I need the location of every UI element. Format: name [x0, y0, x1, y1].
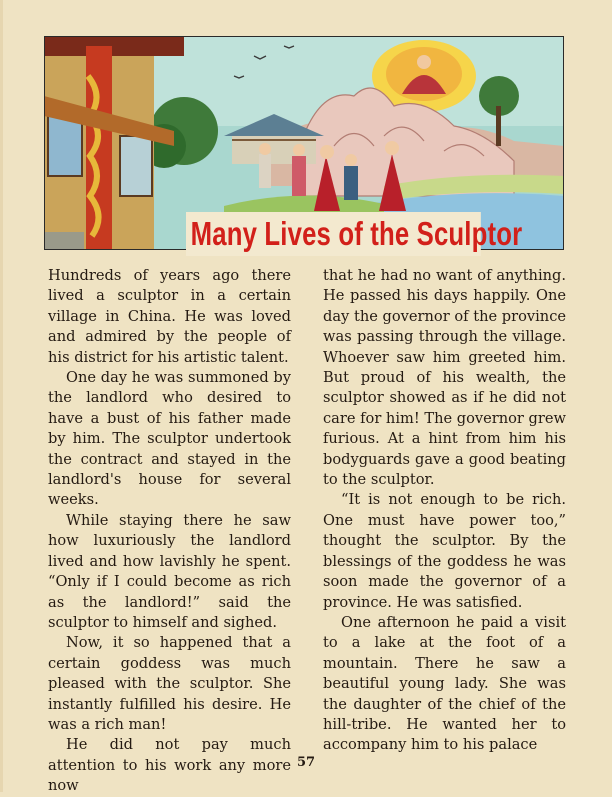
paragraph: Hundreds of years ago there lived a sculptor in a certain village in China. He was loved and admired by the people of his district for his artistic talent.: [48, 267, 291, 366]
page-number: 57: [296, 755, 316, 770]
paragraph: that he had no want of anything. He passed his days happily. One day the governor of the province was passing through the village. Whoever saw him greeted him. But proud of his wealth, the sculptor showed as if he did not care for him! The governor grew furious. At a hint from him his bodyguards gave a good beating to the sculptor.: [323, 267, 566, 489]
paragraph: While staying there he saw how luxuriously the landlord lived and how lavishly he spent. “Only if I could become as rich as the landlord!” said the sculptor to himself and sighed.: [48, 511, 291, 631]
column-left: [48, 266, 291, 795]
column-right: [323, 266, 566, 754]
paragraph: One day he was summoned by the landlord who desired to have a bust of his father made by him. The sculptor undertook the contract and stayed in the landlord's house for several weeks.: [48, 369, 291, 509]
paragraph: One afternoon he paid a visit to a lake at the foot of a mountain. There he saw a beautiful young lady. She was the daughter of the chief of the hill-tribe. He wanted her to accompany him to his palace: [323, 613, 566, 754]
paragraph: “It is not enough to be rich. One must have power too,” thought the sculptor. By the blessings of the goddess he was soon made the governor of a province. He was satisfied.: [323, 491, 566, 611]
paragraph: Now, it so happened that a certain goddess was much pleased with the sculptor. She instantly fulfilled his desire. He was a rich man!: [48, 634, 291, 733]
story-title: Many Lives of the Sculptor: [186, 212, 481, 256]
paragraph: He did not pay much attention to his work any more now: [48, 736, 291, 795]
